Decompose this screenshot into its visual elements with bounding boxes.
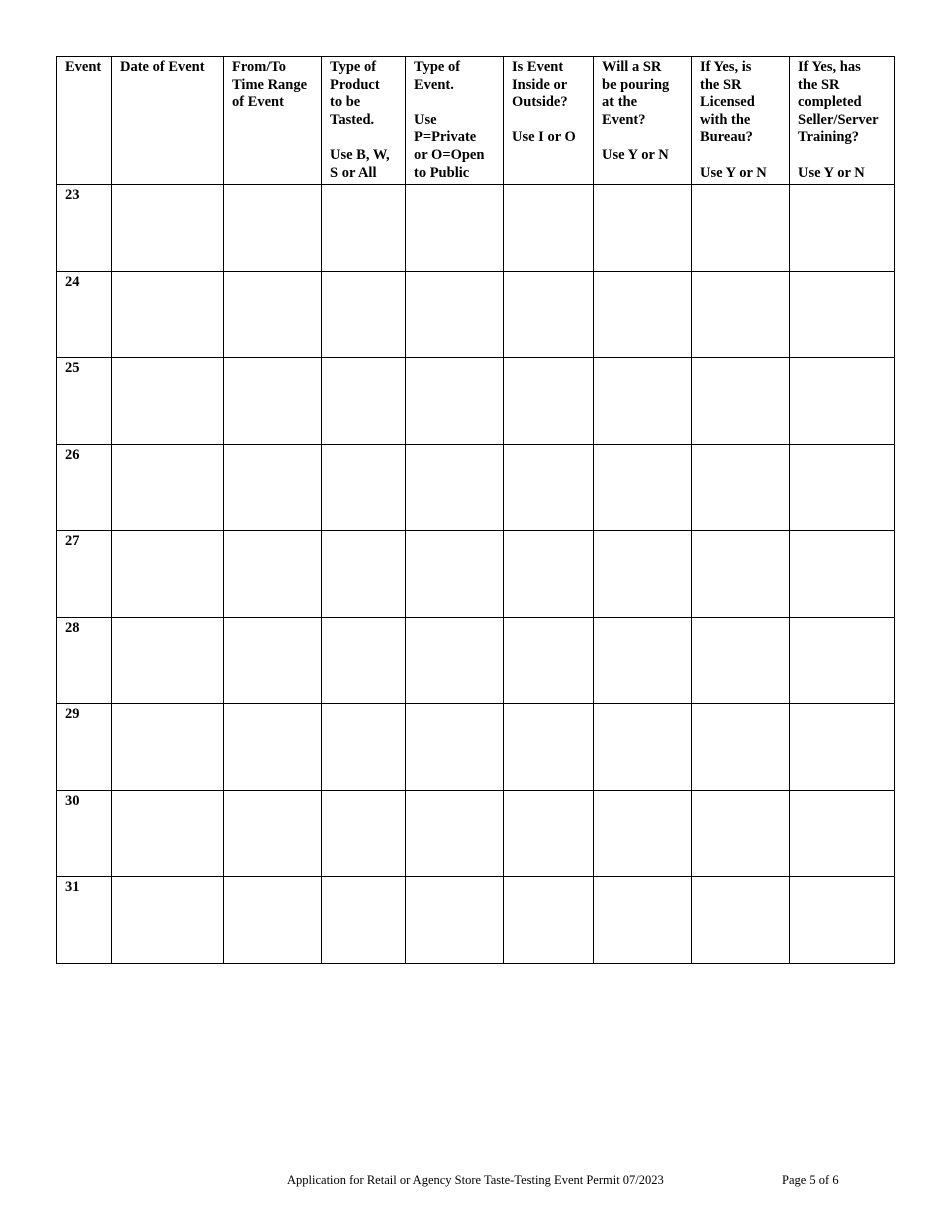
sr-pouring-cell[interactable] [594, 704, 692, 791]
time-range-cell[interactable] [224, 704, 322, 791]
date-cell[interactable] [112, 271, 224, 358]
sr-licensed-cell[interactable] [692, 185, 790, 272]
sr-pouring-cell[interactable] [594, 358, 692, 445]
header-event [57, 57, 112, 185]
header-sr-training [790, 57, 895, 185]
inside-outside-cell[interactable] [504, 358, 594, 445]
sr-training-cell[interactable] [790, 185, 895, 272]
product-type-cell[interactable] [322, 358, 406, 445]
sr-licensed-cell[interactable] [692, 704, 790, 791]
date-cell[interactable] [112, 790, 224, 877]
date-cell[interactable] [112, 444, 224, 531]
product-type-cell[interactable] [322, 271, 406, 358]
product-type-cell[interactable] [322, 790, 406, 877]
event-number-cell: 29 [57, 704, 112, 791]
date-cell[interactable] [112, 704, 224, 791]
event-type-cell[interactable] [406, 704, 504, 791]
sr-training-cell[interactable] [790, 877, 895, 964]
sr-licensed-cell[interactable] [692, 790, 790, 877]
product-type-cell[interactable] [322, 444, 406, 531]
date-cell[interactable] [112, 185, 224, 272]
inside-outside-cell[interactable] [504, 790, 594, 877]
sr-licensed-cell[interactable] [692, 531, 790, 618]
inside-outside-cell[interactable] [504, 444, 594, 531]
event-number-cell: 25 [57, 358, 112, 445]
event-type-cell[interactable] [406, 271, 504, 358]
sr-licensed-cell[interactable] [692, 444, 790, 531]
header-event-label: Event [65, 59, 102, 75]
sr-pouring-cell[interactable] [594, 531, 692, 618]
sr-licensed-cell[interactable] [692, 617, 790, 704]
header-sr-pouring [594, 57, 692, 185]
header-sr-training-label: If Yes, has the SR completed Seller/Server Training? Use Y or N [798, 59, 879, 181]
sr-training-cell[interactable] [790, 271, 895, 358]
event-number-cell: 24 [57, 271, 112, 358]
sr-licensed-cell[interactable] [692, 271, 790, 358]
header-time-range [224, 57, 322, 185]
event-number-cell: 30 [57, 790, 112, 877]
table-row [57, 358, 895, 445]
inside-outside-cell[interactable] [504, 531, 594, 618]
header-date [112, 57, 224, 185]
event-type-cell[interactable] [406, 790, 504, 877]
table-row [57, 444, 895, 531]
sr-pouring-cell[interactable] [594, 617, 692, 704]
sr-pouring-cell[interactable] [594, 185, 692, 272]
sr-pouring-cell[interactable] [594, 877, 692, 964]
sr-licensed-cell[interactable] [692, 358, 790, 445]
event-type-cell[interactable] [406, 358, 504, 445]
inside-outside-cell[interactable] [504, 617, 594, 704]
date-cell[interactable] [112, 877, 224, 964]
inside-outside-cell[interactable] [504, 271, 594, 358]
sr-training-cell[interactable] [790, 790, 895, 877]
time-range-cell[interactable] [224, 185, 322, 272]
inside-outside-cell[interactable] [504, 877, 594, 964]
date-cell[interactable] [112, 358, 224, 445]
header-sr-licensed [692, 57, 790, 185]
page-number: Page 5 of 6 [782, 1173, 839, 1187]
sr-training-cell[interactable] [790, 358, 895, 445]
product-type-cell[interactable] [322, 877, 406, 964]
inside-outside-cell[interactable] [504, 704, 594, 791]
sr-training-cell[interactable] [790, 617, 895, 704]
event-type-cell[interactable] [406, 185, 504, 272]
time-range-cell[interactable] [224, 531, 322, 618]
time-range-cell[interactable] [224, 271, 322, 358]
time-range-cell[interactable] [224, 877, 322, 964]
sr-training-cell[interactable] [790, 444, 895, 531]
event-number-cell: 31 [57, 877, 112, 964]
table-row [57, 531, 895, 618]
header-sr-licensed-label: If Yes, is the SR Licensed with the Bureau? Use Y or N [700, 59, 767, 181]
time-range-cell[interactable] [224, 358, 322, 445]
header-time-range-label: From/To Time Range of Event [232, 59, 308, 111]
header-product-type [322, 57, 406, 185]
inside-outside-cell[interactable] [504, 185, 594, 272]
table-row [57, 790, 895, 877]
time-range-cell[interactable] [224, 790, 322, 877]
sr-pouring-cell[interactable] [594, 790, 692, 877]
event-number-cell: 28 [57, 617, 112, 704]
sr-pouring-cell[interactable] [594, 444, 692, 531]
header-date-label: Date of Event [120, 59, 205, 75]
event-type-cell[interactable] [406, 444, 504, 531]
sr-training-cell[interactable] [790, 531, 895, 618]
date-cell[interactable] [112, 617, 224, 704]
date-cell[interactable] [112, 531, 224, 618]
form-title: Application for Retail or Agency Store Taste-Testing Event Permit 07/2023 [287, 1173, 664, 1187]
event-type-cell[interactable] [406, 531, 504, 618]
table-row [57, 877, 895, 964]
header-event-type [406, 57, 504, 185]
header-sr-pouring-label: Will a SR be pouring at the Event? Use Y or N [602, 59, 670, 163]
event-number-cell: 27 [57, 531, 112, 618]
event-type-cell[interactable] [406, 617, 504, 704]
product-type-cell[interactable] [322, 704, 406, 791]
table-body [57, 185, 895, 964]
sr-training-cell[interactable] [790, 704, 895, 791]
time-range-cell[interactable] [224, 617, 322, 704]
header-inside-outside [504, 57, 594, 185]
product-type-cell[interactable] [322, 531, 406, 618]
header-inside-outside-label: Is Event Inside or Outside? Use I or O [512, 59, 576, 146]
events-table [56, 56, 895, 964]
time-range-cell[interactable] [224, 444, 322, 531]
event-number-cell: 23 [57, 185, 112, 272]
table-row [57, 704, 895, 791]
table-row [57, 185, 895, 272]
sr-pouring-cell[interactable] [594, 271, 692, 358]
header-event-type-label: Type of Event. Use P=Private or O=Open to Public [414, 59, 485, 181]
product-type-cell[interactable] [322, 617, 406, 704]
header-product-type-label: Type of Product to be Tasted. Use B, W, S or All [330, 59, 390, 181]
header-row [57, 57, 895, 185]
event-type-cell[interactable] [406, 877, 504, 964]
table-row [57, 271, 895, 358]
table-row [57, 617, 895, 704]
sr-licensed-cell[interactable] [692, 877, 790, 964]
product-type-cell[interactable] [322, 185, 406, 272]
event-number-cell: 26 [57, 444, 112, 531]
